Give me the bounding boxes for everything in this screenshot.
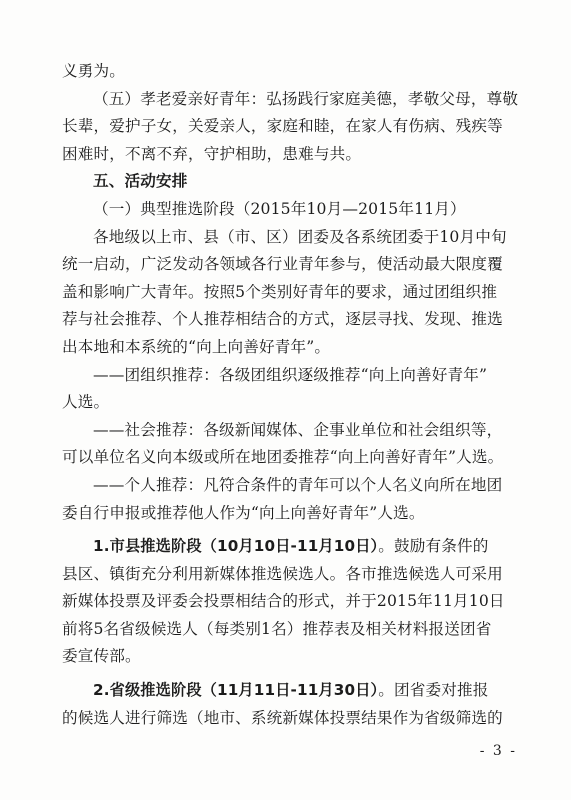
stage2-text: 。团省委对推报 xyxy=(378,681,489,700)
page-number: - 3 - xyxy=(479,743,517,759)
text-line: 新媒体投票及评委会投票相结合的形式，并于2015年11月10日 xyxy=(62,592,505,611)
stage1-text: 。鼓励有条件的 xyxy=(378,537,489,556)
text-line: 可以单位名义向本级或所在地团委推荐“向上向善好青年”人选。 xyxy=(62,448,504,467)
text-line: ——团组织推荐：各级团组织逐级推荐“向上向善好青年” xyxy=(93,365,488,384)
text-line: 义勇为。 xyxy=(62,62,125,80)
section-heading: 五、活动安排 xyxy=(93,172,188,191)
stage1-title: 1.市县推选阶段（10月10日-11月10日） xyxy=(93,537,379,556)
text-line: 困难时，不离不弃，守护相助，患难与共。 xyxy=(62,144,362,163)
page-body xyxy=(62,58,518,732)
text-line: 盖和影响广大青年。按照5个类别好青年的要求，通过团组织推 xyxy=(62,282,498,301)
text-line: 出本地和本系统的“向上向善好青年”。 xyxy=(62,337,331,356)
text-line: ——个人推荐：凡符合条件的青年可以个人名义向所在地团 xyxy=(93,475,503,494)
stage1-first-line xyxy=(62,533,518,561)
text-line: 委宣传部。 xyxy=(62,647,141,666)
text-line: 的候选人进行筛选（地市、系统新媒体投票结果作为省级筛选的 xyxy=(62,708,503,727)
text-line: 前将5名省级候选人（每类别1名）推荐表及相关材料报送团省 xyxy=(62,619,492,638)
text-line: 人选。 xyxy=(62,393,110,412)
text-line: 统一启动，广泛发动各领域各行业青年参与，使活动最大限度覆 xyxy=(62,255,503,274)
stage2-first-line xyxy=(62,677,518,705)
text-line: ——社会推荐：各级新闻媒体、企事业单位和社会组织等， xyxy=(93,420,503,439)
text-line: 各地级以上市、县（市、区）团委及各系统团委于10月中旬 xyxy=(93,227,507,246)
stage2-title: 2.省级推选阶段（11月11日-11月30日） xyxy=(93,681,379,700)
text-line: 委自行申报或推荐他人作为“向上向善好青年”人选。 xyxy=(62,503,425,522)
text-line: 荐与社会推荐、个人推荐相结合的方式，逐层寻找、发现、推选 xyxy=(62,310,503,329)
text-line: 县区、镇街充分利用新媒体推选候选人。各市推选候选人可采用 xyxy=(62,564,503,583)
subsection-heading: （一）典型推选阶段（2015年10月—2015年11月） xyxy=(93,199,466,218)
text-line: 长辈，爱护子女，关爱亲人，家庭和睦，在家人有伤病、残疾等 xyxy=(62,117,503,136)
text-line: （五）孝老爱亲好青年：弘扬践行家庭美德，孝敬父母，尊敬 xyxy=(93,89,519,108)
